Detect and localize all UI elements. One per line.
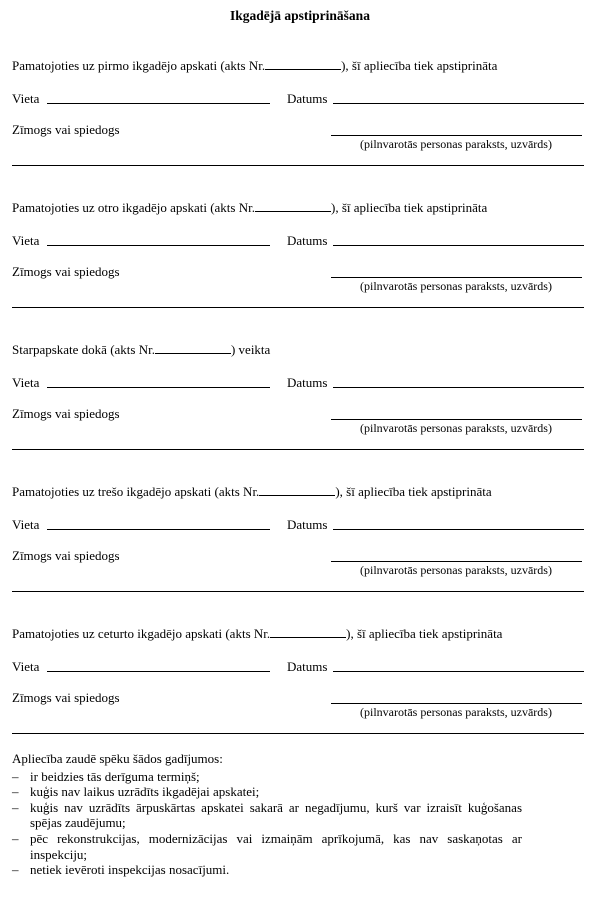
intro-text-before: Pamatojoties uz otro ikgadējo apskati (akts Nr.: [12, 200, 255, 215]
stamp-label: Zīmogs vai spiedogs: [12, 264, 120, 279]
place-label: Vieta: [12, 91, 40, 106]
list-item: [12, 784, 522, 800]
intro-text-after: ), šī apliecība tiek apstiprināta: [335, 484, 492, 499]
place-label: Vieta: [12, 375, 40, 390]
approval-section-5: [0, 626, 600, 768]
place-field[interactable]: [47, 103, 270, 104]
place-field[interactable]: [47, 245, 270, 246]
intro-text-after: ), šī apliecība tiek apstiprināta: [330, 200, 488, 215]
signature-field[interactable]: [331, 135, 582, 136]
date-label: Datums: [287, 91, 328, 106]
approval-section-4: [0, 484, 600, 626]
list-item: [12, 769, 522, 785]
notes-list: [12, 769, 522, 878]
date-label: Datums: [287, 233, 328, 248]
approval-section-2: [0, 200, 600, 342]
stamp-label: Zīmogs vai spiedogs: [12, 548, 120, 563]
place-field[interactable]: [47, 671, 270, 672]
signature-field[interactable]: [331, 561, 582, 562]
intro-text-before: Starpapskate dokā (akts Nr.: [12, 342, 155, 357]
section-intro: [12, 58, 497, 74]
section-divider: [12, 165, 584, 166]
act-number-field[interactable]: [259, 494, 335, 496]
note-text: kuģis nav uzrādīts ārpuskārtas apskatei sakarā ar negadījumu, kurš var izraisīt kuģošanas spējas zaudējumu;: [30, 799, 522, 831]
dash-bullet: –: [12, 784, 19, 800]
intro-text-after: ), šī apliecība tiek apstiprināta: [341, 58, 498, 73]
act-number-field[interactable]: [265, 68, 341, 70]
date-field[interactable]: [333, 103, 584, 104]
place-field[interactable]: [47, 387, 270, 388]
section-divider: [12, 307, 584, 308]
date-label: Datums: [287, 375, 328, 390]
section-intro: [12, 200, 487, 216]
signature-caption: (pilnvarotās personas paraksts, uzvārds): [360, 563, 552, 577]
note-text: kuģis nav laikus uzrādīts ikgadējai apskatei;: [30, 784, 260, 800]
list-item: [12, 800, 522, 831]
date-label: Datums: [287, 659, 328, 674]
act-number-field[interactable]: [270, 636, 346, 638]
section-intro: [12, 626, 502, 642]
validity-notes: [12, 751, 522, 878]
place-field[interactable]: [47, 529, 270, 530]
date-field[interactable]: [333, 387, 584, 388]
section-intro: [12, 484, 492, 500]
list-item: [12, 862, 522, 878]
note-text: pēc rekonstrukcijas, modernizācijas vai izmaiņām aprīkojumā, kas nav saskaņotas ar inspekciju;: [30, 830, 522, 862]
date-field[interactable]: [333, 245, 584, 246]
stamp-label: Zīmogs vai spiedogs: [12, 122, 120, 137]
note-text: netiek ievēroti inspekcijas nosacījumi.: [30, 862, 230, 878]
intro-text-after: ) veikta: [230, 342, 271, 357]
place-label: Vieta: [12, 517, 40, 532]
place-label: Vieta: [12, 659, 40, 674]
signature-field[interactable]: [331, 277, 582, 278]
intro-text-after: ), šī apliecība tiek apstiprināta: [346, 626, 503, 641]
signature-field[interactable]: [331, 703, 582, 704]
signature-caption: (pilnvarotās personas paraksts, uzvārds): [360, 705, 552, 719]
dash-bullet: –: [12, 799, 19, 815]
act-number-field[interactable]: [255, 210, 331, 212]
act-number-field[interactable]: [155, 352, 231, 354]
signature-field[interactable]: [331, 419, 582, 420]
intro-text-before: Pamatojoties uz pirmo ikgadējo apskati (akts Nr.: [12, 58, 266, 73]
dash-bullet: –: [12, 768, 19, 784]
notes-title: Apliecība zaudē spēku šādos gadījumos:: [12, 751, 223, 766]
intro-text-before: Pamatojoties uz ceturto ikgadējo apskati (akts Nr.: [12, 626, 271, 641]
date-label: Datums: [287, 517, 328, 532]
section-divider: [12, 591, 584, 592]
place-label: Vieta: [12, 233, 40, 248]
section-intro: [12, 342, 270, 358]
dash-bullet: –: [12, 862, 19, 878]
stamp-label: Zīmogs vai spiedogs: [12, 406, 120, 421]
date-field[interactable]: [333, 529, 584, 530]
stamp-label: Zīmogs vai spiedogs: [12, 690, 120, 705]
intro-text-before: Pamatojoties uz trešo ikgadējo apskati (akts Nr.: [12, 484, 260, 499]
signature-caption: (pilnvarotās personas paraksts, uzvārds): [360, 279, 552, 293]
signature-caption: (pilnvarotās personas paraksts, uzvārds): [360, 137, 552, 151]
list-item: [12, 831, 522, 862]
approval-section-1: [0, 58, 600, 200]
approval-section-3: [0, 342, 600, 484]
section-divider: [12, 449, 584, 450]
document-title: Ikgadējā apstiprināšana: [230, 8, 370, 23]
section-divider: [12, 733, 584, 734]
date-field[interactable]: [333, 671, 584, 672]
signature-caption: (pilnvarotās personas paraksts, uzvārds): [360, 421, 552, 435]
dash-bullet: –: [12, 830, 19, 846]
note-text: ir beidzies tās derīguma termiņš;: [30, 768, 200, 784]
